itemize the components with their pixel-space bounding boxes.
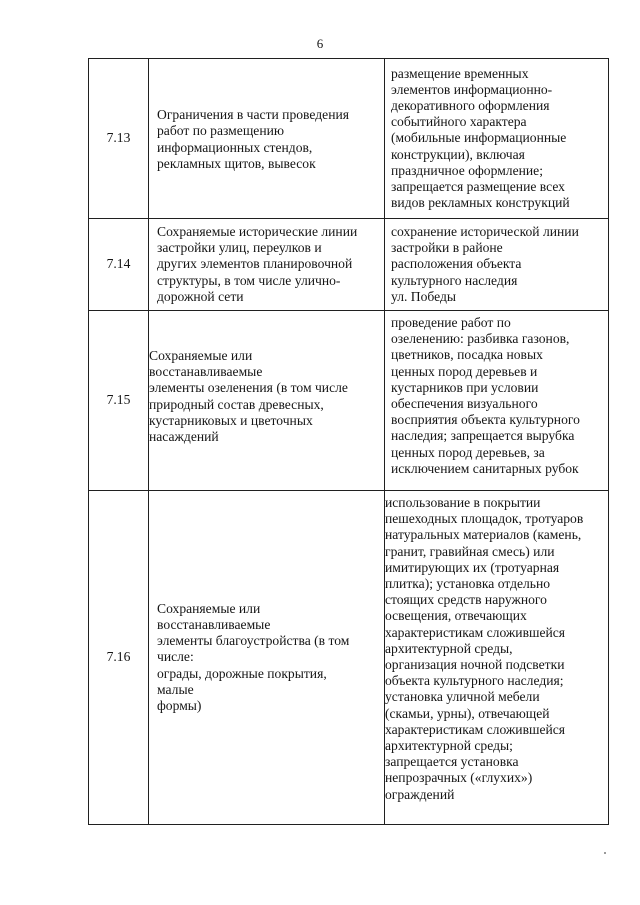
regulated-element-line: дорожной сети <box>157 288 244 304</box>
requirement-line: конструкции), включая <box>391 146 525 162</box>
requirement-cell <box>385 59 609 219</box>
row-number-cell <box>89 219 149 311</box>
regulated-element-line: элементы озеленения (в том числе <box>149 380 348 396</box>
regulated-element-line: Сохраняемые исторические линии <box>157 223 358 239</box>
requirement-line: гранит, гравийная смесь) или <box>385 543 555 559</box>
regulated-element-line: восстанавливаемые <box>149 364 263 380</box>
requirement-line: запрещается установка <box>385 754 519 770</box>
requirement-line: озеленению: разбивка газонов, <box>391 331 570 347</box>
regulated-element-line: насаждений <box>149 428 219 444</box>
requirement-line: цветников, посадка новых <box>391 347 543 363</box>
requirement-line: восприятия объекта культурного <box>391 412 580 428</box>
regulated-element-line: Сохраняемые или <box>149 347 253 363</box>
requirement-line: пешеходных площадок, тротуаров <box>385 511 584 527</box>
regulated-element-line: застройки улиц, переулков и <box>157 240 322 256</box>
regulated-element-line: Сохраняемые или <box>157 600 261 616</box>
requirement-line: расположения объекта <box>391 256 522 272</box>
requirement-cell <box>385 219 609 311</box>
requirement-line: исключением санитарных рубок <box>391 460 579 476</box>
requirement-line: архитектурной среды, <box>385 640 513 656</box>
requirement-line: размещение временных <box>391 65 529 81</box>
requirement-line: (мобильные информационные <box>391 130 567 146</box>
regulated-element-line: природный состав древесных, <box>149 396 324 412</box>
requirement-line: ул. Победы <box>391 288 457 304</box>
regulated-element-line: элементы благоустройства (в том <box>157 633 350 649</box>
requirement-line: проведение работ по <box>391 315 511 330</box>
requirement-line: ценных пород деревьев, за <box>391 444 545 460</box>
regulated-element-line: работ по размещению <box>157 123 285 139</box>
table-row-7-14 <box>89 219 609 311</box>
requirement-line: (скамьи, урны), отвечающей <box>385 705 550 721</box>
requirement-line: обеспечения визуального <box>391 396 538 412</box>
requirement-line: кустарников при условии <box>391 379 539 395</box>
regulated-element-line: ограды, дорожные покрытия, <box>157 665 327 681</box>
row-number: 7.14 <box>106 256 131 272</box>
requirement-line: видов рекламных конструкций <box>391 195 570 211</box>
requirement-line: архитектурной среды; <box>385 738 513 754</box>
requirement-line: использование в покрытии <box>385 495 541 510</box>
requirement-line: установка уличной мебели <box>385 689 540 705</box>
table-row-7-15 <box>89 311 609 491</box>
requirement-line: организация ночной подсветки <box>385 657 565 673</box>
requirement-line: натуральных материалов (камень, <box>385 527 582 543</box>
requirement-line: непрозрачных («глухих») <box>385 770 533 786</box>
table-row-7-16 <box>89 491 609 825</box>
regulated-element-line: числе: <box>157 649 194 665</box>
requirement-line: характеристикам сложившейся <box>385 624 566 640</box>
regulated-element-line: структуры, в том числе улично- <box>157 272 341 288</box>
requirement-line: декоративного оформления <box>391 97 550 113</box>
regulated-element-line: Ограничения в части проведения <box>157 107 349 123</box>
requirement-line: характеристикам сложившейся <box>385 721 566 737</box>
row-number: 7.16 <box>106 649 131 665</box>
regulated-element-line: кустарниковых и цветочных <box>149 412 313 428</box>
requirement-line: объекта культурного наследия; <box>385 673 564 689</box>
regulated-element-line: восстанавливаемые <box>157 616 271 632</box>
requirement-line: культурного наследия <box>391 272 518 288</box>
row-number: 7.13 <box>106 130 131 146</box>
requirement-line: плитка); установка отдельно <box>385 576 551 592</box>
requirement-cell <box>385 491 609 825</box>
requirement-line: имитирующих их (тротуарная <box>385 559 560 575</box>
regulated-element-line: других элементов планировочной <box>157 256 353 272</box>
scan-speck <box>604 852 606 854</box>
requirement-line: наследия; запрещается вырубка <box>391 428 575 444</box>
regulated-element-cell <box>149 311 385 491</box>
requirement-line: праздничное оформление; <box>391 162 543 178</box>
regulations-table <box>88 58 609 825</box>
requirement-line: элементов информационно- <box>391 81 553 97</box>
requirement-line: запрещается размещение всех <box>391 179 565 194</box>
requirement-line: застройки в районе <box>391 240 503 256</box>
row-number: 7.15 <box>106 392 131 408</box>
regulated-element-cell <box>149 491 385 825</box>
regulated-element-line: малые <box>157 681 194 697</box>
requirement-line: освещения, отвечающих <box>385 608 527 624</box>
requirement-line: событийного характера <box>391 114 527 130</box>
regulated-element-cell <box>149 59 385 219</box>
row-number-cell <box>89 59 149 219</box>
regulated-element-line: формы) <box>157 698 202 713</box>
requirement-cell <box>385 311 609 491</box>
requirement-line: ограждений <box>385 786 455 802</box>
requirement-line: сохранение исторической линии <box>391 223 579 239</box>
row-number-cell <box>89 491 149 825</box>
regulated-element-cell <box>149 219 385 311</box>
page-number: 6 <box>316 36 324 51</box>
row-number-cell <box>89 311 149 491</box>
regulated-element-line: рекламных щитов, вывесок <box>157 155 316 171</box>
requirement-line: ценных пород деревьев и <box>391 363 538 379</box>
table-row-7-13 <box>89 59 609 219</box>
regulated-element-line: информационных стендов, <box>157 139 313 155</box>
requirement-line: стоящих средств наружного <box>385 592 547 608</box>
